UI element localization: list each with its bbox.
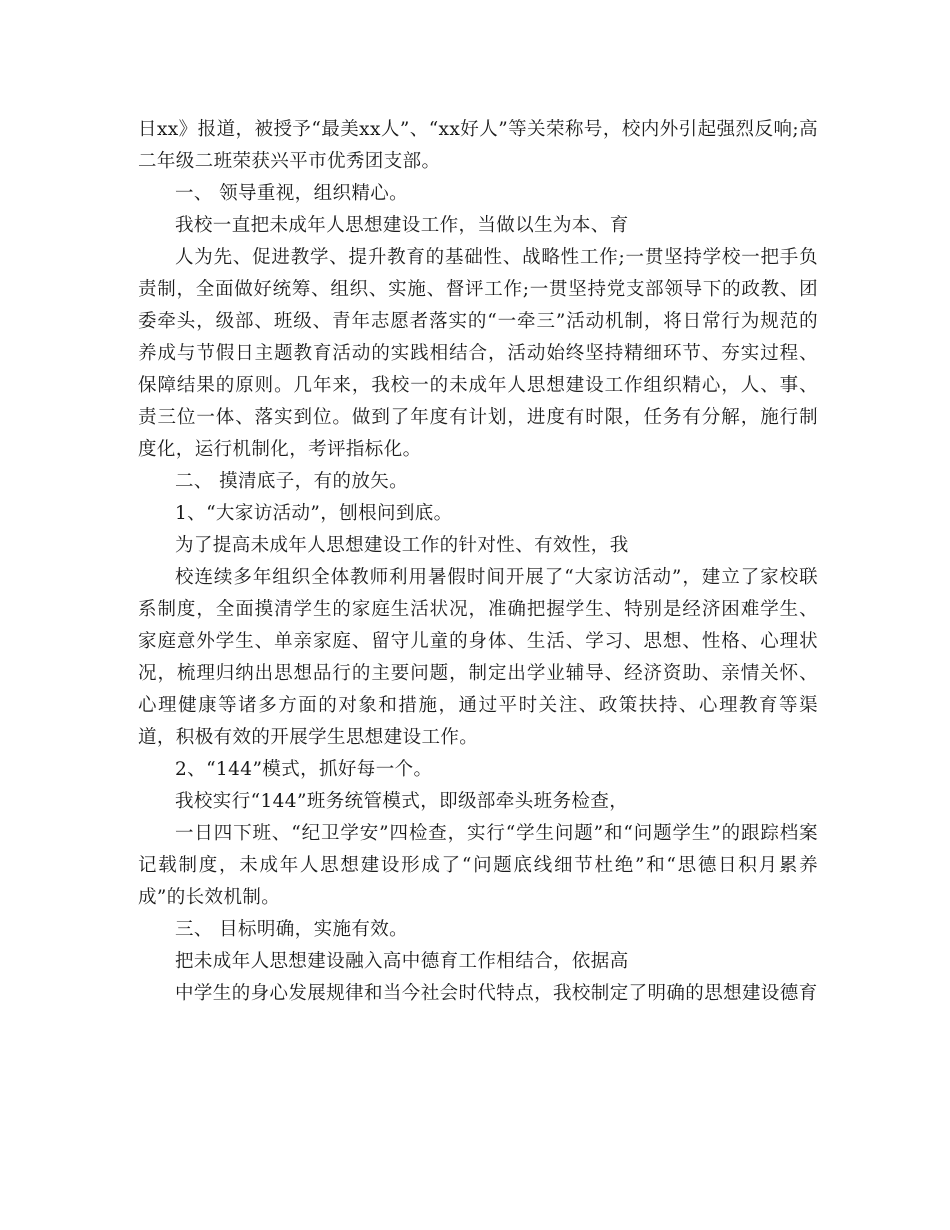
document-body — [138, 114, 818, 1010]
section-heading-3: 三、 目标明确，实施有效。 — [175, 919, 409, 940]
paragraph: 为了提高未成年人思想建设工作的针对性、有效性，我 — [175, 535, 629, 556]
section-heading-2: 二、 摸清底子，有的放矢。 — [175, 471, 409, 492]
section-heading-1: 一、 领导重视，组织精心。 — [175, 183, 409, 204]
subheading-2: 2、“144”模式，抓好每一个。 — [175, 759, 433, 780]
paragraph: 我校一直把未成年人思想建设工作，当做以生为本、育 — [175, 215, 629, 236]
subheading-1: 1、“大家访活动”，刨根问到底。 — [175, 503, 453, 524]
paragraph: 把未成年人思想建设融入高中德育工作相结合，依据高 — [175, 951, 629, 972]
paragraph: 中学生的身心发展规律和当今社会时代特点，我校制定了明确的思想建设德育 — [175, 983, 818, 1004]
paragraph: 一日四下班、“纪卫学安”四检查，实行“学生问题”和“问题学生”的跟踪档案记载制度，未成年人思想建设形成了“问题底线细节杜绝”和“思德日积月累养成”的长效机制。 — [138, 823, 818, 908]
paragraph: 人为先、促进教学、提升教育的基础性、战略性工作;一贯坚持学校一把手负责制，全面做好统筹、组织、实施、督评工作;一贯坚持党支部领导下的政教、团委牵头，级部、班级、青年志愿者落实的“一牵三”活动机制，将日常行为规范的养成与节假日主题教育活动的实践相结合，活动始终坚持精细环节、夯实过程、保障结果的原则。几年来，我校一的未成年人思想建设工作组织精心，人、事、责三位一体、落实到位。做到了年度有计划，进度有时限，任务有分解，施行制度化，运行机制化，考评指标化。 — [138, 247, 818, 460]
paragraph: 日xx》报道，被授予“最美xx人”、“xx好人”等关荣称号，校内外引起强烈反响;高二年级二班荣获兴平市优秀团支部。 — [138, 119, 818, 172]
paragraph: 校连续多年组织全体教师利用暑假时间开展了“大家访活动”，建立了家校联系制度，全面摸清学生的家庭生活状况，准确把握学生、特别是经济困难学生、家庭意外学生、单亲家庭、留守儿童的身体、生活、学习、思想、性格、心理状况，梳理归纳出思想品行的主要问题，制定出学业辅导、经济资助、亲情关怀、心理健康等诸多方面的对象和措施，通过平时关注、政策扶持、心理教育等渠道，积极有效的开展学生思想建设工作。 — [138, 567, 818, 748]
paragraph: 我校实行“144”班务统管模式，即级部牵头班务检查， — [175, 791, 629, 812]
